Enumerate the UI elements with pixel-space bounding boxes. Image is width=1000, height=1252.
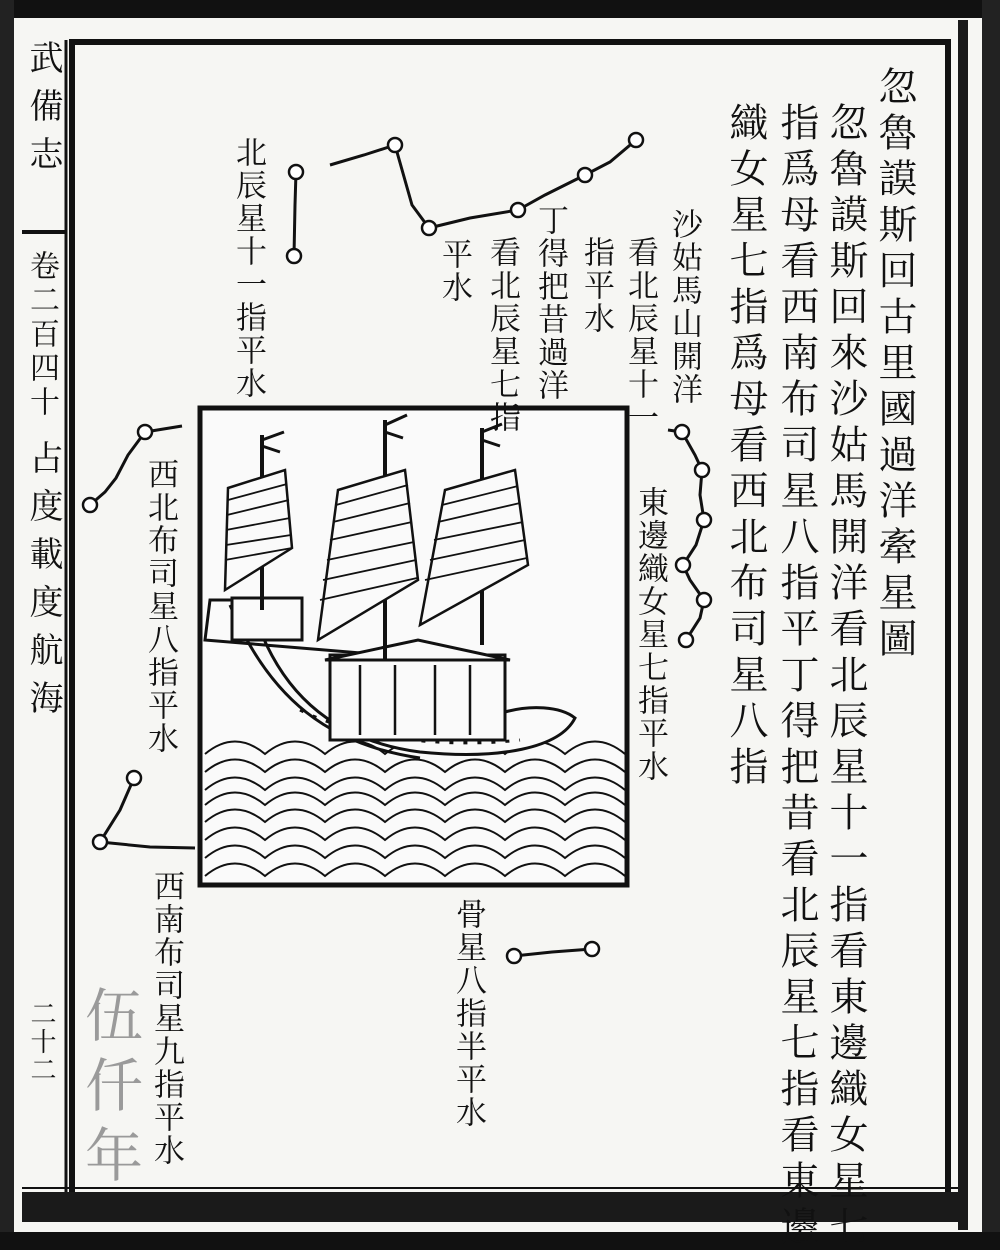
label-southwest: 西南布司星九指平水 bbox=[148, 870, 184, 1167]
label-east-vega: 東邊織女星七指平水 bbox=[632, 486, 668, 783]
label-column-c: 指平水 bbox=[578, 236, 614, 335]
southwest-constellation bbox=[93, 771, 195, 849]
label-northwest: 西北布司星八指平水 bbox=[142, 458, 178, 755]
label-level-water: 平水 bbox=[436, 238, 472, 304]
main-text-column-3: 指爲母看西南布司星八指平丁得把昔看北辰星七指看東邊 bbox=[774, 102, 819, 1252]
label-north-star: 北辰星十一指平水 bbox=[230, 136, 266, 400]
main-text-column-4: 織女星七指爲母看西北布司星八指 bbox=[723, 102, 768, 792]
label-column-e: 沙姑馬山開洋 bbox=[666, 208, 702, 406]
watermark-stamp: 伍仟年 bbox=[75, 985, 143, 1195]
margin-volume: 卷二百四十 bbox=[24, 250, 59, 420]
east-constellation bbox=[668, 425, 711, 647]
label-bottom-star: 骨星八指半平水 bbox=[450, 898, 486, 1129]
margin-section: 占度載度航海 bbox=[23, 440, 63, 728]
bottom-constellation bbox=[507, 942, 599, 963]
margin-book-title: 武備志 bbox=[23, 40, 63, 184]
main-text-column-2: 忽魯謨斯回來沙姑馬開洋看北辰星十一指看東邊織女星七 bbox=[823, 102, 868, 1252]
label-column-a: 看北辰星七指 bbox=[484, 236, 520, 434]
label-column-b: 丁得把昔過洋 bbox=[532, 204, 568, 402]
margin-page-number: 二十二 bbox=[26, 1000, 56, 1084]
main-title-column: 忽魯謨斯回古里國過洋牽星圖 bbox=[872, 66, 917, 664]
label-column-d: 看北辰星十一 bbox=[622, 236, 658, 434]
ship-illustration bbox=[200, 408, 627, 885]
